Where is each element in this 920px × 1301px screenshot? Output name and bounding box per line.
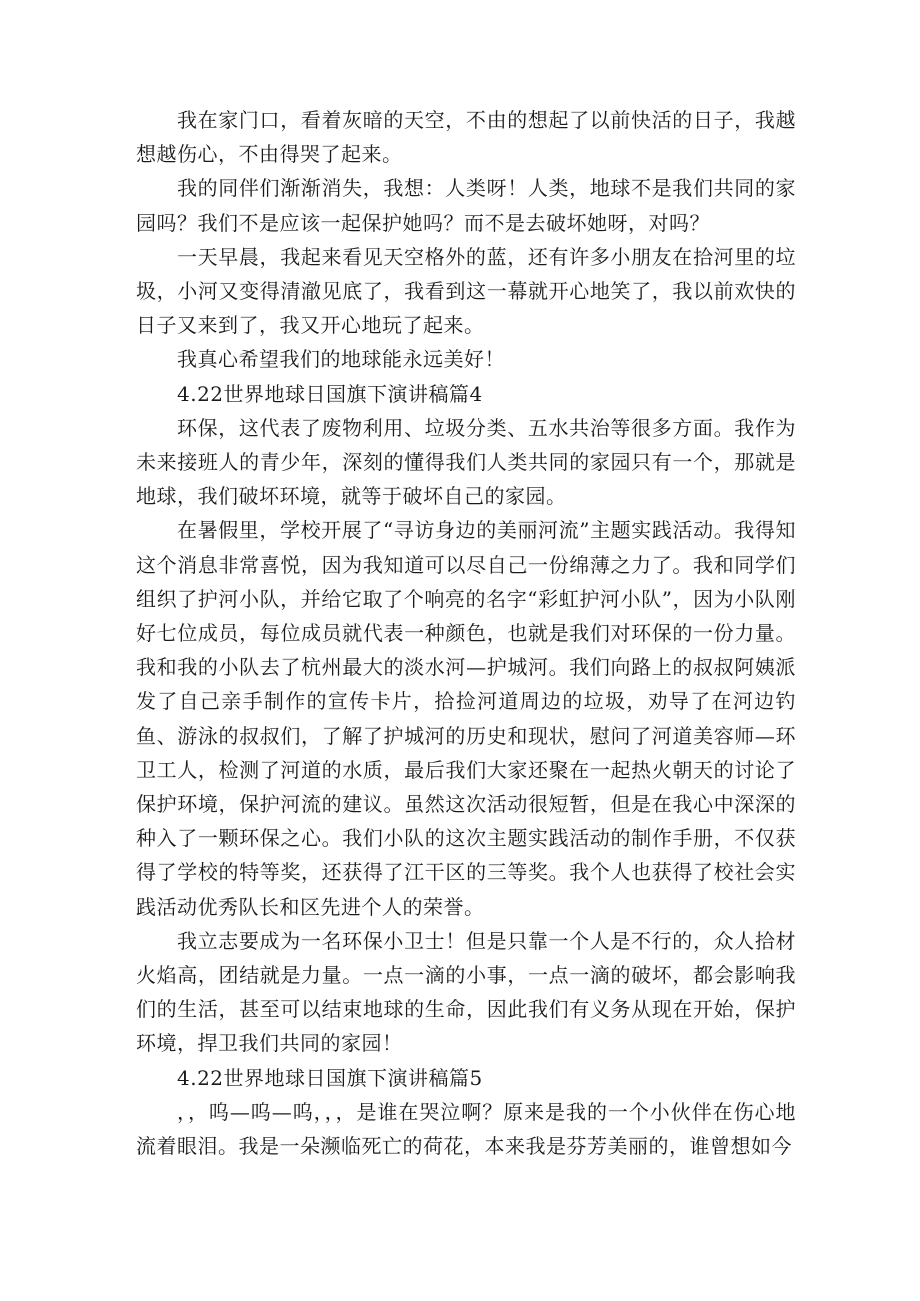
document-body — [136, 103, 796, 1163]
paragraph: 我的同伴们渐渐消失，我想：人类呀！人类，地球不是我们共同的家园吗？我们不是应该一起保护她吗？而不是去破坏她呀，对吗？ — [136, 176, 796, 235]
section-heading: 4.22世界地球日国旗下演讲稿篇4 — [177, 381, 483, 406]
section-heading: 4.22世界地球日国旗下演讲稿篇5 — [177, 1065, 483, 1090]
paragraph: 我在家门口，看着灰暗的天空，不由的想起了以前快活的日子，我越想越伤心，不由得哭了起来。 — [136, 108, 796, 167]
paragraph: 在暑假里，学校开展了“寻访身边的美丽河流”主题实践活动。我得知这个消息非常喜悦，因为我知道可以尽自己一份绵薄之力了。我和同学们组织了护河小队，并给它取了个响亮的名字“彩虹护河小队”，因为小队刚好七位成员，每位成员就代表一种颜色，也就是我们对环保的一份力量。我和我的小队去了杭州最大的淡水河—护城河。我们向路上的叔叔阿姨派发了自己亲手制作的宣传卡片，拾捡河道周边的垃圾，劝导了在河边钓鱼、游泳的叔叔们，了解了护城河的历史和现状，慰问了河道美容师—环卫工人，检测了河道的水质，最后我们大家还聚在一起热火朝天的讨论了保护环境，保护河流的建议。虽然这次活动很短暂，但是在我心中深深的种入了一颗环保之心。我们小队的这次主题实践活动的制作手册，不仅获得了学校的特等奖，还获得了江干区的三等奖。我个人也获得了校社会实践活动优秀队长和区先进个人的荣誉。 — [136, 518, 796, 919]
paragraph: 我立志要成为一名环保小卫士！但是只靠一个人是不行的，众人拾材火焰高，团结就是力量。一点一滴的小事，一点一滴的破坏，都会影响我们的生活，甚至可以结束地球的生命，因此我们有义务从现在开始，保护环境，捍卫我们共同的家园！ — [136, 928, 796, 1056]
paragraph: ，，呜—呜—呜，，，是谁在哭泣啊？原来是我的一个小伙伴在伤心地流着眼泪。我是一朵濒临死亡的荷花，本来我是芬芳美丽的，谁曾想如今 — [136, 1099, 796, 1159]
paragraph: 我真心希望我们的地球能永远美好！ — [177, 347, 505, 372]
paragraph: 环保，这代表了废物利用、垃圾分类、五水共治等很多方面。我作为未来接班人的青少年，深刻的懂得我们人类共同的家园只有一个，那就是地球，我们破坏环境，就等于破坏自己的家园。 — [136, 415, 796, 509]
paragraph: 一天早晨，我起来看见天空格外的蓝，还有许多小朋友在拾河里的垃圾，小河又变得清澈见底了，我看到这一幕就开心地笑了，我以前欢快的日子又来到了，我又开心地玩了起来。 — [136, 244, 796, 338]
